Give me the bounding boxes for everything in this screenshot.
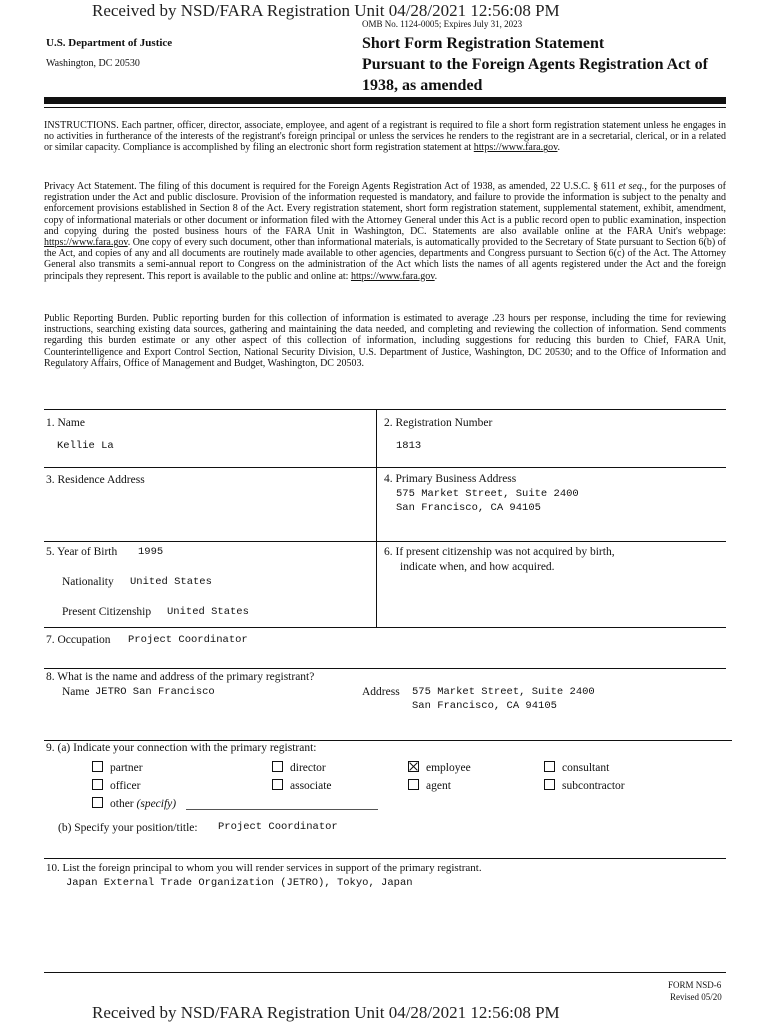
option-subcontractor[interactable] bbox=[544, 779, 625, 792]
option-partner[interactable] bbox=[92, 761, 143, 774]
form-title-line1: Short Form Registration Statement bbox=[362, 35, 605, 52]
agent-label: agent bbox=[426, 780, 451, 792]
q9b-position-value[interactable]: Project Coordinator bbox=[218, 821, 338, 833]
q6-line1: 6. If present citizenship was not acquired by birth, bbox=[384, 546, 615, 558]
citizenship-value[interactable]: United States bbox=[167, 606, 249, 618]
director-label: director bbox=[290, 762, 326, 774]
header-rule-thick bbox=[44, 97, 726, 104]
q10-foreign-principal-label: 10. List the foreign principal to whom you will render services in support of the primary registrant. bbox=[46, 862, 482, 874]
agent-checkbox[interactable] bbox=[408, 779, 419, 790]
other-checkbox[interactable] bbox=[92, 797, 103, 808]
employee-label: employee bbox=[426, 762, 471, 774]
q4-business-label: 4. Primary Business Address bbox=[384, 473, 517, 485]
subcontractor-checkbox[interactable] bbox=[544, 779, 555, 790]
form-rule-4 bbox=[44, 668, 726, 669]
associate-label: associate bbox=[290, 780, 332, 792]
q7-occupation-value[interactable]: Project Coordinator bbox=[128, 634, 248, 646]
q8-name-label: Name bbox=[62, 686, 90, 698]
header-rule-thin bbox=[44, 107, 726, 108]
option-agent[interactable] bbox=[408, 779, 451, 792]
citizenship-label: Present Citizenship bbox=[62, 606, 152, 618]
form-rule-1 bbox=[44, 467, 726, 468]
option-director[interactable] bbox=[272, 761, 326, 774]
option-associate[interactable] bbox=[272, 779, 332, 792]
q8-address-line1[interactable]: 575 Market Street, Suite 2400 bbox=[412, 686, 595, 698]
option-other[interactable] bbox=[92, 797, 176, 810]
q9b-position-label: (b) Specify your position/title: bbox=[58, 822, 198, 834]
officer-checkbox[interactable] bbox=[92, 779, 103, 790]
form-rule-3 bbox=[44, 627, 726, 628]
omb-number: OMB No. 1124-0005; Expires July 31, 2023 bbox=[362, 19, 523, 29]
q3-residence-label: 3. Residence Address bbox=[46, 474, 145, 486]
q4-business-line2[interactable]: San Francisco, CA 94105 bbox=[396, 502, 541, 514]
burden-paragraph: Public Reporting Burden. Public reporting burden for this collection of information is estimated to average .23 hours per response, including the time for reviewing instructions, searching existing data sources, gathering and maintaining the data needed, and completing and reviewing the collection of information. Send comments regarding this burden estimate or any other aspect of this collection of information, including suggestions for reducing this burden to Chief, FARA Unit, Counterintelligence and Export Control Section, National Security Division, U.S. Department of Justice, Washington, DC 20530; and to the Office of Information and Regulatory Affairs, Office of Management and Budget, Washington, DC 20503. bbox=[44, 313, 726, 369]
privacy-text-d: . bbox=[434, 270, 438, 282]
fara-link-instructions[interactable]: https://www.fara.gov bbox=[473, 142, 558, 154]
nationality-value[interactable]: United States bbox=[130, 576, 212, 588]
q1-name-value[interactable]: Kellie La bbox=[57, 440, 114, 452]
option-consultant[interactable] bbox=[544, 761, 609, 774]
department-name: U.S. Department of Justice bbox=[46, 37, 173, 49]
option-officer[interactable] bbox=[92, 779, 140, 792]
privacy-text-c: . One copy of every such document, other than informational materials, is automatically provided to the Secretary of State pursuant to Section 6(b) of the Act, and copies of any and all documents are routinely made available to other agencies, departments and Congress pursuant to Section 6(c) of the Act. The Attorney General also transmits a semi-annual report to Congress on the administration of the Act which lists the names of all agents registered under the Act and the foreign principals they represent. This report is available to the public and online at: bbox=[44, 237, 726, 282]
form-rule-2 bbox=[44, 541, 726, 542]
received-stamp-bottom: Received by NSD/FARA Registration Unit 04/28/2021 12:56:08 PM bbox=[92, 1003, 560, 1022]
other-specify-underline[interactable] bbox=[186, 809, 378, 810]
privacy-et-seq: et seq. bbox=[618, 181, 645, 192]
partner-label: partner bbox=[110, 762, 143, 774]
q2-registration-label: 2. Registration Number bbox=[384, 417, 493, 429]
director-checkbox[interactable] bbox=[272, 761, 283, 772]
q5-birth-value[interactable]: 1995 bbox=[138, 546, 164, 558]
form-col-divider bbox=[376, 409, 377, 627]
q4-business-line1[interactable]: 575 Market Street, Suite 2400 bbox=[396, 488, 579, 500]
employee-checkbox-checked[interactable] bbox=[408, 761, 419, 772]
officer-label: officer bbox=[110, 780, 141, 792]
fara-link-privacy-1[interactable]: https://www.fara.gov bbox=[44, 237, 128, 249]
q9a-connection-label: 9. (a) Indicate your connection with the primary registrant: bbox=[46, 742, 317, 754]
consultant-checkbox[interactable] bbox=[544, 761, 555, 772]
q2-registration-value[interactable]: 1813 bbox=[396, 440, 422, 452]
q8-registrant-label: 8. What is the name and address of the primary registrant? bbox=[46, 671, 315, 683]
privacy-text-a: Privacy Act Statement. The filing of this document is required for the Foreign Agents Registration Act of 1938, as amended, 22 U.S.C. § 611 bbox=[44, 181, 619, 192]
q6-line2: indicate when, and how acquired. bbox=[400, 561, 555, 573]
q8-name-value[interactable]: JETRO San Francisco bbox=[95, 686, 215, 698]
other-label: other bbox=[110, 798, 137, 810]
q1-name-label: 1. Name bbox=[46, 417, 85, 429]
q7-occupation-label: 7. Occupation bbox=[46, 634, 111, 646]
privacy-text-b: , for the purposes of registration under the Act and public disclosure. Provision of the information requested is mandatory, and failure to provide the information is subject to the penalty and enforcement provisions established in Section 8 of the Act. Every registration statement, short form registration statement, supplemental statement, exhibit, amendment, copy of informational materials or other document or information filed with the Attorney General under this Act is a public record open to public examination, inspection and copying during the posted business hours of the FARA Unit in Washington, DC. Statements are also available online at the FARA Unit's webpage: bbox=[44, 181, 727, 237]
form-rule-5 bbox=[44, 740, 732, 741]
received-stamp-top: Received by NSD/FARA Registration Unit 04/28/2021 12:56:08 PM bbox=[92, 1, 560, 20]
partner-checkbox[interactable] bbox=[92, 761, 103, 772]
nationality-label: Nationality bbox=[62, 576, 114, 588]
associate-checkbox[interactable] bbox=[272, 779, 283, 790]
form-revision: Revised 05/20 bbox=[670, 992, 722, 1002]
form-id: FORM NSD-6 bbox=[668, 980, 722, 990]
q8-address-line2[interactable]: San Francisco, CA 94105 bbox=[412, 700, 557, 712]
q8-address-label: Address bbox=[362, 686, 400, 698]
subcontractor-label: subcontractor bbox=[562, 780, 625, 792]
form-rule-top bbox=[44, 409, 726, 410]
form-title bbox=[362, 33, 708, 96]
form-rule-bottom bbox=[44, 972, 726, 973]
privacy-paragraph bbox=[44, 181, 726, 282]
instructions-text: INSTRUCTIONS. Each partner, officer, director, associate, employee, and agent of a registrant is required to file a short form registration statement unless he engages in no activities in furtherance of the interests of the registrant's foreign principal or unless the services he renders to the registrant are in a secretarial, clerical, or in a related or similar capacity. Compliance is accomplished by filing an electronic short form registration statement at bbox=[44, 120, 726, 154]
form-title-line2: Pursuant to the Foreign Agents Registration Act of bbox=[362, 56, 708, 73]
option-employee[interactable] bbox=[408, 761, 471, 774]
department-city: Washington, DC 20530 bbox=[46, 58, 140, 69]
other-specify-label: (specify) bbox=[136, 798, 177, 810]
form-title-line3: 1938, as amended bbox=[362, 77, 483, 94]
q10-foreign-principal-value[interactable]: Japan External Trade Organization (JETRO), Tokyo, Japan bbox=[66, 877, 413, 889]
consultant-label: consultant bbox=[562, 762, 610, 774]
instructions-paragraph: INSTRUCTIONS. Each partner, officer, director, associate, employee, and agent of a registrant is required to file a short form registration statement unless he engages in no activities in furtherance of the interests of the registrant's foreign principal or unless the services he renders to the registrant are in a secretarial, clerical, or in a related or similar capacity. Compliance is accomplished by filing an electronic short form registration statement at https://www.fara.gov. bbox=[44, 120, 726, 154]
q5-birth-label: 5. Year of Birth bbox=[46, 546, 118, 558]
form-rule-6 bbox=[44, 858, 726, 859]
fara-link-privacy-2[interactable]: https://www.fara.gov bbox=[350, 270, 435, 282]
